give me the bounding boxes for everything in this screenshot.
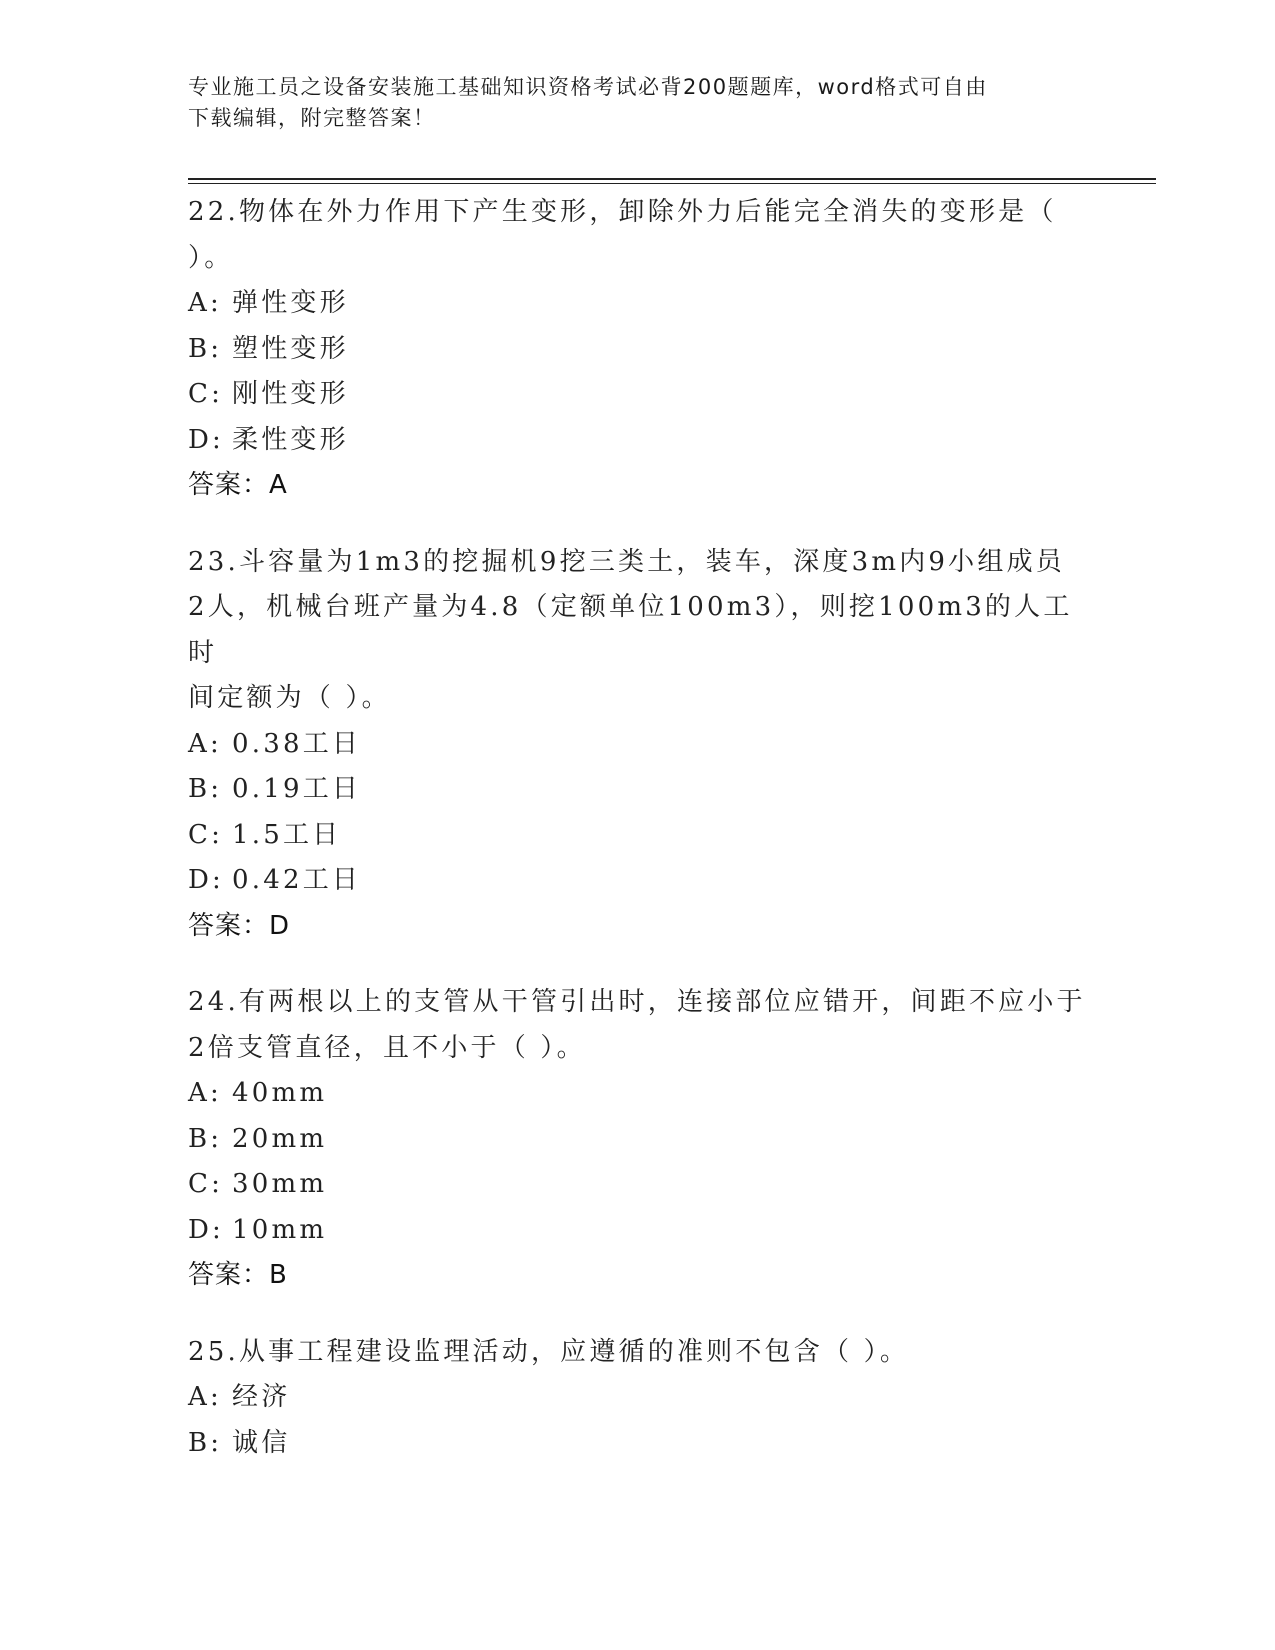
option-letter: D: xyxy=(188,424,225,455)
option-letter: A: xyxy=(188,288,222,318)
option-text: 刚性变形 xyxy=(232,379,349,409)
option-text: 经济 xyxy=(232,1382,291,1412)
option-c xyxy=(188,813,1088,859)
document-header xyxy=(188,72,1068,134)
answer-line: 答案：A xyxy=(188,470,288,500)
option-text: 40mm xyxy=(232,1078,328,1108)
option-d xyxy=(188,1208,1088,1254)
option-letter: B: xyxy=(188,774,223,804)
option-c xyxy=(188,372,1088,418)
option-text: 0.38工日 xyxy=(232,728,362,759)
option-text: 0.42工日 xyxy=(232,865,362,895)
option-letter: A: xyxy=(188,728,222,759)
option-text: 10mm xyxy=(232,1214,328,1245)
question-list xyxy=(188,190,1088,1497)
option-b xyxy=(188,1421,1088,1467)
option-letter: C: xyxy=(188,1169,224,1199)
header-title-line-2: 下载编辑，附完整答案！ xyxy=(188,106,436,130)
question-stem-line: 间定额为（ ）。 xyxy=(188,683,391,713)
option-letter: D: xyxy=(188,865,225,895)
question-stem-line: 2人，机械台班产量为4.8（定额单位100m3），则挖100m3的人工时 xyxy=(188,592,1073,668)
option-letter: B: xyxy=(188,1123,223,1154)
question-stem-line: 25.从事工程建设监理活动，应遵循的准则不包含（ ）。 xyxy=(188,1336,910,1367)
option-a xyxy=(188,722,1088,768)
option-letter: B: xyxy=(188,1427,223,1458)
question-24 xyxy=(188,980,1088,1299)
question-stem-line: 2倍支管直径，且不小于（ ）。 xyxy=(188,1032,586,1063)
question-23 xyxy=(188,540,1088,950)
header-divider-thin xyxy=(188,183,1156,184)
option-b xyxy=(188,1117,1088,1163)
option-a xyxy=(188,1375,1088,1421)
question-22 xyxy=(188,190,1088,509)
option-letter: C: xyxy=(188,379,224,409)
option-letter: B: xyxy=(188,333,223,364)
option-letter: A: xyxy=(188,1382,222,1412)
option-text: 塑性变形 xyxy=(232,333,349,364)
option-text: 1.5工日 xyxy=(232,819,342,850)
option-b xyxy=(188,767,1088,813)
option-text: 柔性变形 xyxy=(232,424,349,455)
question-stem-line: 24.有两根以上的支管从干管引出时，连接部位应错开，间距不应小于 xyxy=(188,987,1086,1017)
header-title-line-1: 专业施工员之设备安装施工基础知识资格考试必背200题题库，word格式可自由 xyxy=(188,75,988,99)
option-letter: A: xyxy=(188,1078,222,1108)
answer-line: 答案：B xyxy=(188,1260,288,1290)
question-stem-line: ）。 xyxy=(188,242,234,273)
header-divider-thick xyxy=(188,178,1156,180)
question-stem-line: 22.物体在外力作用下产生变形，卸除外力后能完全消失的变形是（ xyxy=(188,197,1057,227)
option-text: 20mm xyxy=(232,1123,328,1154)
answer-line: 答案：D xyxy=(188,910,291,941)
option-a xyxy=(188,1071,1088,1117)
option-b xyxy=(188,327,1088,373)
option-a xyxy=(188,281,1088,327)
option-text: 弹性变形 xyxy=(232,288,349,318)
option-text: 0.19工日 xyxy=(232,774,362,804)
option-d xyxy=(188,858,1088,904)
question-25 xyxy=(188,1330,1088,1467)
option-letter: D: xyxy=(188,1214,225,1245)
option-text: 30mm xyxy=(232,1169,328,1199)
option-letter: C: xyxy=(188,819,224,850)
option-d xyxy=(188,418,1088,464)
option-text: 诚信 xyxy=(232,1427,291,1458)
question-stem-line: 23.斗容量为1m3的挖掘机9挖三类土，装车，深度3m内9小组成员 xyxy=(188,546,1065,577)
option-c xyxy=(188,1162,1088,1208)
